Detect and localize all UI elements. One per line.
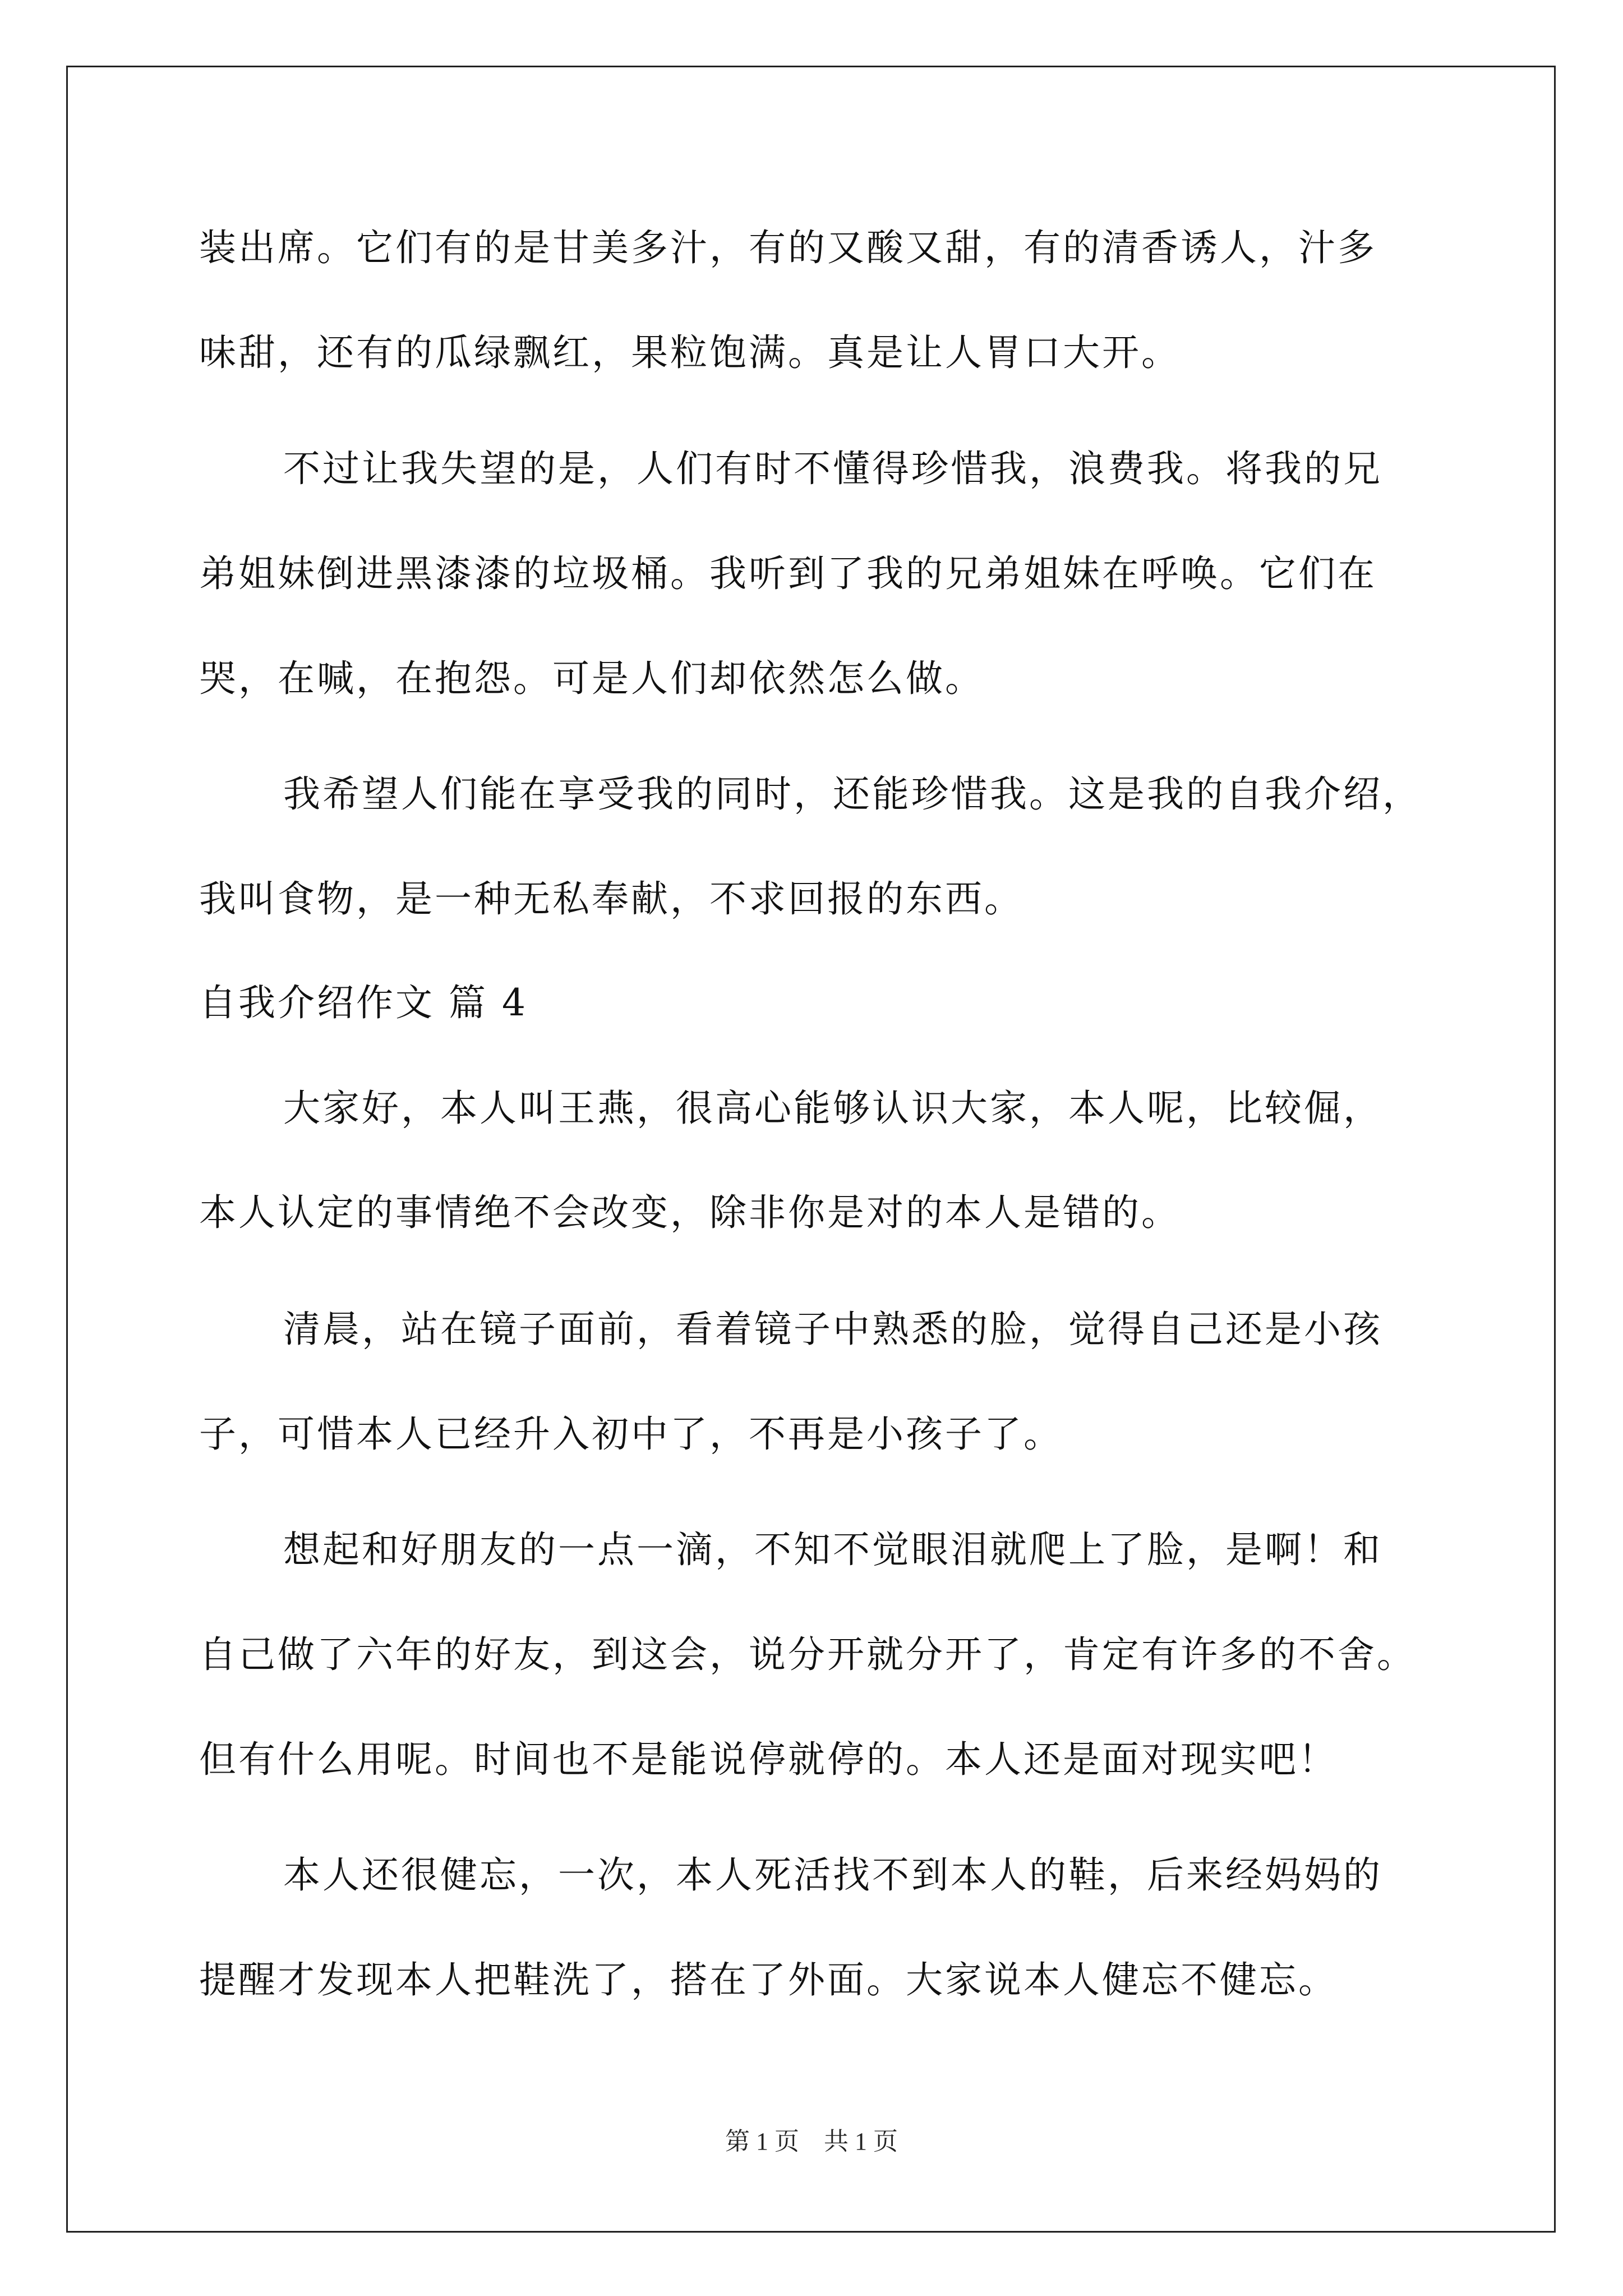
section-heading: 自我介绍作文 篇 4: [199, 981, 528, 1024]
paragraph-line: 味甜，还有的瓜绿飘红，果粒饱满。真是让人胃口大开。: [199, 331, 1181, 374]
paragraph-line: 不过让我失望的是，人们有时不懂得珍惜我，浪费我。将我的兄: [283, 447, 1382, 490]
paragraph-line: 我希望人们能在享受我的同时，还能珍惜我。这是我的自我介绍，: [283, 772, 1422, 816]
page-border: [66, 66, 1556, 2233]
paragraph-line: 装出席。它们有的是甘美多汁，有的又酸又甜，有的清香诱人，汁多: [199, 226, 1377, 269]
paragraph-line: 但有什么用呢。时间也不是能说停就停的。本人还是面对现实吧！: [199, 1738, 1338, 1781]
paragraph-line: 大家好，本人叫王燕，很高心能够认识大家，本人呢，比较倔，: [283, 1087, 1382, 1130]
paragraph-line: 本人认定的事情绝不会改变，除非你是对的本人是错的。: [199, 1191, 1181, 1234]
paragraph-line: 本人还很健忘，一次，本人死活找不到本人的鞋，后来经妈妈的: [283, 1853, 1382, 1897]
paragraph-line: 提醒才发现本人把鞋洗了，搭在了外面。大家说本人健忘不健忘。: [199, 1958, 1338, 2001]
paragraph-line: 我叫食物，是一种无私奉献，不求回报的东西。: [199, 877, 1023, 921]
page-number-footer: 第 1 页 共 1 页: [725, 2128, 898, 2155]
paragraph-line: 自己做了六年的好友，到这会，说分开就分开了，肯定有许多的不舍。: [199, 1633, 1416, 1676]
paragraph-line: 弟姐妹倒进黑漆漆的垃圾桶。我听到了我的兄弟姐妹在呼唤。它们在: [199, 552, 1377, 595]
paragraph-line: 清晨，站在镜子面前，看着镜子中熟悉的脸，觉得自己还是小孩: [283, 1308, 1382, 1351]
paragraph-line: 想起和好朋友的一点一滴，不知不觉眼泪就爬上了脸，是啊！和: [283, 1528, 1382, 1571]
paragraph-line: 子，可惜本人已经升入初中了，不再是小孩子了。: [199, 1412, 1063, 1456]
paragraph-line: 哭，在喊，在抱怨。可是人们却依然怎么做。: [199, 657, 984, 700]
